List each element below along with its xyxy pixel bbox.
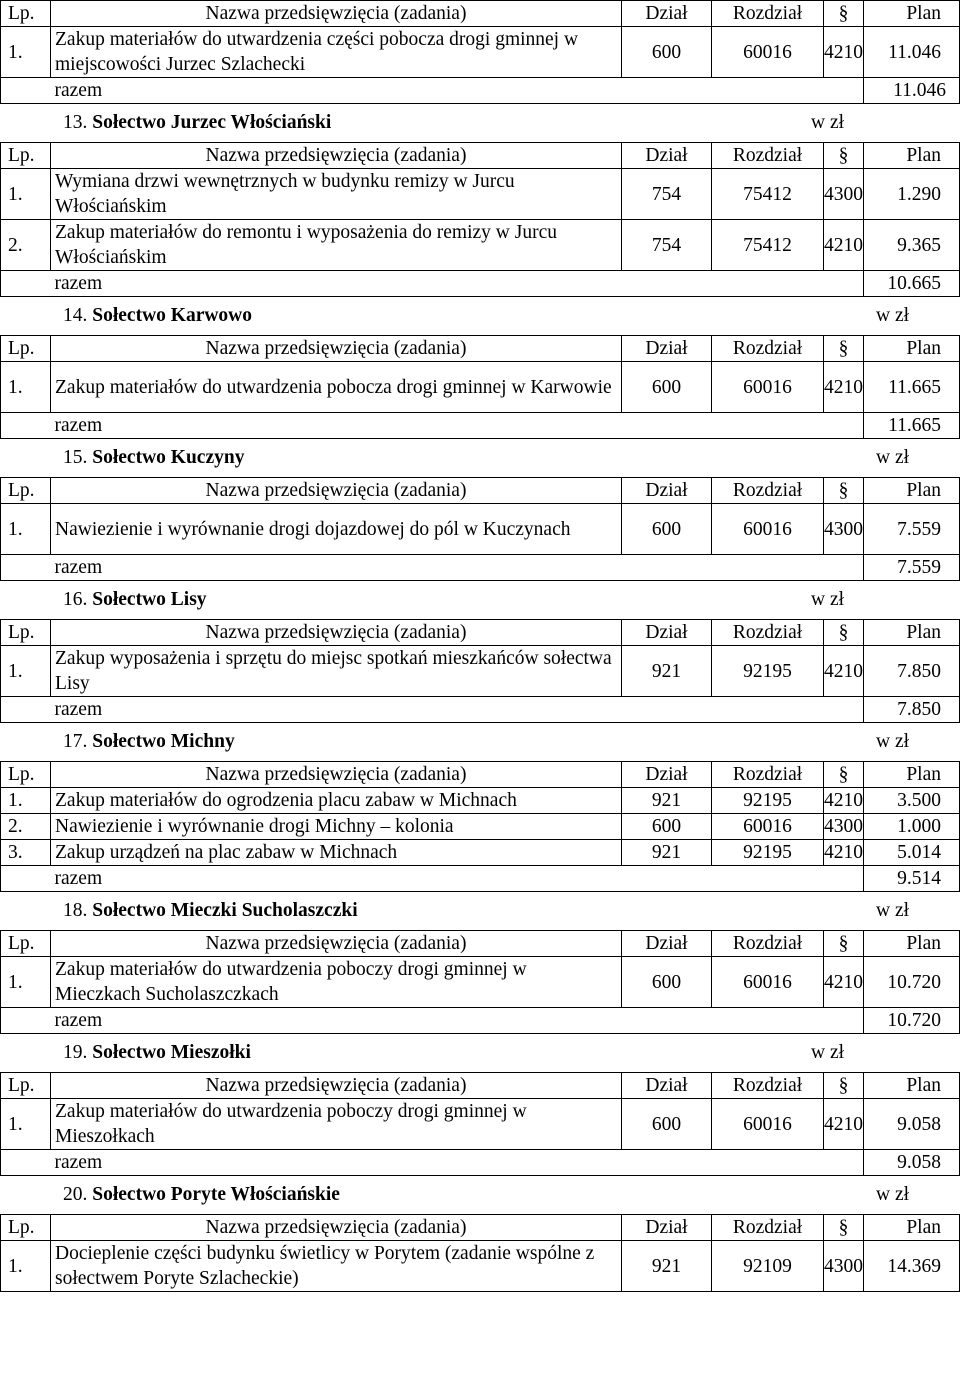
- row-rozdzial: 60016: [712, 957, 824, 1008]
- row-paragraph: 4210: [824, 1099, 864, 1150]
- row-dzial: 600: [622, 814, 712, 840]
- total-row: [1, 555, 960, 581]
- row-task-name: Zakup materiałów do utwardzenia części pobocza drogi gminnej w miejscowości Jurzec Szlachecki: [51, 27, 622, 78]
- row-lp: 1.: [1, 646, 51, 697]
- row-dzial: 921: [622, 788, 712, 814]
- row-paragraph: 4210: [824, 646, 864, 697]
- row-lp: 1.: [1, 362, 51, 413]
- header-dzial: Dział: [622, 478, 712, 504]
- row-rozdzial: 60016: [712, 362, 824, 413]
- task-table: [0, 0, 960, 104]
- header-lp: Lp.: [1, 1073, 51, 1099]
- header-rozdzial: Rozdział: [712, 478, 824, 504]
- row-dzial: 600: [622, 362, 712, 413]
- table-row: [1, 814, 960, 840]
- header-lp: Lp.: [1, 762, 51, 788]
- section-number: 13.: [63, 112, 88, 133]
- task-table: [0, 142, 960, 297]
- section-number: 20.: [63, 1184, 88, 1205]
- total-label: razem: [51, 1008, 864, 1034]
- header-lp: Lp.: [1, 336, 51, 362]
- row-plan: 14.369: [864, 1241, 960, 1292]
- header-paragraph: §: [824, 620, 864, 646]
- row-dzial: 600: [622, 504, 712, 555]
- currency-unit: w zł: [811, 1042, 845, 1063]
- header-dzial: Dział: [622, 143, 712, 169]
- section-title: Sołectwo Mieszołki: [92, 1042, 251, 1063]
- section-heading: [0, 1176, 960, 1214]
- header-name: Nazwa przedsięwzięcia (zadania): [51, 931, 622, 957]
- row-paragraph: 4210: [824, 957, 864, 1008]
- header-rozdzial: Rozdział: [712, 931, 824, 957]
- row-paragraph: 4300: [824, 504, 864, 555]
- row-plan: 3.500: [864, 788, 960, 814]
- currency-unit: w zł: [811, 112, 845, 133]
- row-lp: 3.: [1, 840, 51, 866]
- row-task-name: Zakup materiałów do remontu i wyposażenia do remizy w Jurcu Włościańskim: [51, 220, 622, 271]
- row-lp: 1.: [1, 957, 51, 1008]
- row-rozdzial: 92109: [712, 1241, 824, 1292]
- total-value: 9.058: [864, 1150, 960, 1176]
- header-lp: Lp.: [1, 1215, 51, 1241]
- task-table: [0, 335, 960, 439]
- header-lp: Lp.: [1, 620, 51, 646]
- row-dzial: 600: [622, 27, 712, 78]
- row-task-name: Nawiezienie i wyrównanie drogi dojazdowej do pól w Kuczynach: [51, 504, 622, 555]
- row-task-name: Wymiana drzwi wewnętrznych w budynku remizy w Jurcu Włościańskim: [51, 169, 622, 220]
- header-plan: Plan: [864, 762, 960, 788]
- row-lp: 1.: [1, 788, 51, 814]
- total-value: 10.665: [864, 271, 960, 297]
- section-number: 14.: [63, 305, 88, 326]
- header-name: Nazwa przedsięwzięcia (zadania): [51, 620, 622, 646]
- table-row: [1, 646, 960, 697]
- section-number: 16.: [63, 589, 88, 610]
- section-number: 15.: [63, 447, 88, 468]
- total-value: 9.514: [864, 866, 960, 892]
- header-lp: Lp.: [1, 478, 51, 504]
- header-name: Nazwa przedsięwzięcia (zadania): [51, 336, 622, 362]
- header-name: Nazwa przedsięwzięcia (zadania): [51, 143, 622, 169]
- header-rozdzial: Rozdział: [712, 1, 824, 27]
- header-name: Nazwa przedsięwzięcia (zadania): [51, 478, 622, 504]
- header-plan: Plan: [864, 1073, 960, 1099]
- header-dzial: Dział: [622, 1073, 712, 1099]
- task-table: [0, 1214, 960, 1292]
- currency-unit: w zł: [876, 731, 910, 752]
- header-rozdzial: Rozdział: [712, 336, 824, 362]
- row-task-name: Zakup materiałów do utwardzenia pobocza drogi gminnej w Karwowie: [51, 362, 622, 413]
- header-lp: Lp.: [1, 143, 51, 169]
- section-number: 19.: [63, 1042, 88, 1063]
- section-number: 18.: [63, 900, 88, 921]
- section-title: Sołectwo Mieczki Sucholaszczki: [92, 900, 358, 921]
- header-dzial: Dział: [622, 620, 712, 646]
- section-title: Sołectwo Kuczyny: [92, 447, 245, 468]
- header-name: Nazwa przedsięwzięcia (zadania): [51, 1073, 622, 1099]
- total-label: razem: [51, 78, 864, 104]
- row-rozdzial: 60016: [712, 504, 824, 555]
- header-name: Nazwa przedsięwzięcia (zadania): [51, 762, 622, 788]
- row-paragraph: 4210: [824, 362, 864, 413]
- header-dzial: Dział: [622, 336, 712, 362]
- table-row: [1, 1099, 960, 1150]
- row-task-name: Zakup materiałów do ogrodzenia placu zabaw w Michnach: [51, 788, 622, 814]
- section-heading: [0, 581, 960, 619]
- header-rozdzial: Rozdział: [712, 143, 824, 169]
- row-paragraph: 4210: [824, 788, 864, 814]
- total-row: [1, 271, 960, 297]
- header-lp: Lp.: [1, 931, 51, 957]
- row-plan: 1.000: [864, 814, 960, 840]
- row-task-name: Zakup wyposażenia i sprzętu do miejsc spotkań mieszkańców sołectwa Lisy: [51, 646, 622, 697]
- total-label: razem: [51, 697, 864, 723]
- row-lp: 1.: [1, 1241, 51, 1292]
- header-rozdzial: Rozdział: [712, 762, 824, 788]
- table-header-row: [1, 1073, 960, 1099]
- currency-unit: w zł: [876, 900, 910, 921]
- row-rozdzial: 60016: [712, 27, 824, 78]
- row-task-name: Zakup urządzeń na plac zabaw w Michnach: [51, 840, 622, 866]
- total-row: [1, 1150, 960, 1176]
- total-label: razem: [51, 413, 864, 439]
- table-header-row: [1, 1, 960, 27]
- row-lp: 2.: [1, 220, 51, 271]
- row-plan: 7.559: [864, 504, 960, 555]
- header-paragraph: §: [824, 143, 864, 169]
- header-dzial: Dział: [622, 1, 712, 27]
- section-number: 17.: [63, 731, 88, 752]
- row-plan: 5.014: [864, 840, 960, 866]
- table-row: [1, 1241, 960, 1292]
- task-table: [0, 1072, 960, 1176]
- section-heading: [0, 439, 960, 477]
- total-row: [1, 1008, 960, 1034]
- row-lp: 1.: [1, 169, 51, 220]
- total-label: razem: [51, 271, 864, 297]
- header-lp: Lp.: [1, 1, 51, 27]
- row-plan: 11.046: [864, 27, 960, 78]
- total-label: razem: [51, 1150, 864, 1176]
- task-table: [0, 477, 960, 581]
- row-rozdzial: 92195: [712, 788, 824, 814]
- total-label: razem: [51, 866, 864, 892]
- row-paragraph: 4300: [824, 814, 864, 840]
- row-paragraph: 4210: [824, 27, 864, 78]
- table-header-row: [1, 931, 960, 957]
- header-plan: Plan: [864, 1, 960, 27]
- row-dzial: 600: [622, 957, 712, 1008]
- table-row: [1, 840, 960, 866]
- row-lp: 1.: [1, 504, 51, 555]
- total-value: 11.665: [864, 413, 960, 439]
- task-table: [0, 619, 960, 723]
- row-lp: 1.: [1, 1099, 51, 1150]
- section-heading: [0, 104, 960, 142]
- header-paragraph: §: [824, 1, 864, 27]
- header-plan: Plan: [864, 478, 960, 504]
- table-row: [1, 27, 960, 78]
- row-paragraph: 4300: [824, 169, 864, 220]
- total-row: [1, 78, 960, 104]
- table-header-row: [1, 143, 960, 169]
- row-lp: 2.: [1, 814, 51, 840]
- row-rozdzial: 75412: [712, 220, 824, 271]
- row-plan: 9.365: [864, 220, 960, 271]
- section-heading: [0, 723, 960, 761]
- header-paragraph: §: [824, 762, 864, 788]
- row-dzial: 754: [622, 220, 712, 271]
- table-header-row: [1, 620, 960, 646]
- row-plan: 11.665: [864, 362, 960, 413]
- table-row: [1, 362, 960, 413]
- total-label: razem: [51, 555, 864, 581]
- header-dzial: Dział: [622, 931, 712, 957]
- header-paragraph: §: [824, 931, 864, 957]
- header-paragraph: §: [824, 1073, 864, 1099]
- section-heading: [0, 892, 960, 930]
- row-plan: 10.720: [864, 957, 960, 1008]
- currency-unit: w zł: [876, 447, 910, 468]
- table-row: [1, 788, 960, 814]
- row-task-name: Nawiezienie i wyrównanie drogi Michny – kolonia: [51, 814, 622, 840]
- row-paragraph: 4210: [824, 840, 864, 866]
- header-plan: Plan: [864, 336, 960, 362]
- section-heading: [0, 1034, 960, 1072]
- section-title: Sołectwo Michny: [92, 731, 235, 752]
- header-rozdzial: Rozdział: [712, 1073, 824, 1099]
- row-dzial: 921: [622, 1241, 712, 1292]
- row-plan: 7.850: [864, 646, 960, 697]
- header-paragraph: §: [824, 336, 864, 362]
- row-lp: 1.: [1, 27, 51, 78]
- row-plan: 9.058: [864, 1099, 960, 1150]
- total-value: 11.046: [864, 78, 960, 104]
- header-plan: Plan: [864, 931, 960, 957]
- row-task-name: Docieplenie części budynku świetlicy w Porytem (zadanie wspólne z sołectwem Poryte Szlacheckie): [51, 1241, 622, 1292]
- table-header-row: [1, 478, 960, 504]
- total-value: 7.559: [864, 555, 960, 581]
- row-rozdzial: 75412: [712, 169, 824, 220]
- total-value: 10.720: [864, 1008, 960, 1034]
- header-paragraph: §: [824, 1215, 864, 1241]
- header-name: Nazwa przedsięwzięcia (zadania): [51, 1215, 622, 1241]
- row-paragraph: 4300: [824, 1241, 864, 1292]
- table-row: [1, 504, 960, 555]
- header-plan: Plan: [864, 1215, 960, 1241]
- row-dzial: 754: [622, 169, 712, 220]
- section-title: Sołectwo Jurzec Włościański: [92, 112, 332, 133]
- currency-unit: w zł: [876, 305, 910, 326]
- section-heading: [0, 297, 960, 335]
- row-rozdzial: 92195: [712, 646, 824, 697]
- row-paragraph: 4210: [824, 220, 864, 271]
- header-name: Nazwa przedsięwzięcia (zadania): [51, 1, 622, 27]
- row-rozdzial: 60016: [712, 1099, 824, 1150]
- total-row: [1, 413, 960, 439]
- table-header-row: [1, 1215, 960, 1241]
- table-header-row: [1, 762, 960, 788]
- table-row: [1, 957, 960, 1008]
- row-rozdzial: 92195: [712, 840, 824, 866]
- task-table: [0, 930, 960, 1034]
- row-task-name: Zakup materiałów do utwardzenia poboczy drogi gminnej w Mieczkach Sucholaszczkach: [51, 957, 622, 1008]
- row-plan: 1.290: [864, 169, 960, 220]
- header-rozdzial: Rozdział: [712, 1215, 824, 1241]
- row-dzial: 600: [622, 1099, 712, 1150]
- header-paragraph: §: [824, 478, 864, 504]
- table-row: [1, 169, 960, 220]
- total-row: [1, 697, 960, 723]
- header-plan: Plan: [864, 143, 960, 169]
- row-task-name: Zakup materiałów do utwardzenia poboczy drogi gminnej w Mieszołkach: [51, 1099, 622, 1150]
- table-row: [1, 220, 960, 271]
- header-rozdzial: Rozdział: [712, 620, 824, 646]
- section-title: Sołectwo Karwowo: [92, 305, 253, 326]
- section-title: Sołectwo Lisy: [92, 589, 207, 610]
- row-rozdzial: 60016: [712, 814, 824, 840]
- currency-unit: w zł: [811, 589, 845, 610]
- currency-unit: w zł: [876, 1184, 910, 1205]
- section-title: Sołectwo Poryte Włościańskie: [92, 1184, 340, 1205]
- row-dzial: 921: [622, 840, 712, 866]
- header-dzial: Dział: [622, 1215, 712, 1241]
- row-dzial: 921: [622, 646, 712, 697]
- table-header-row: [1, 336, 960, 362]
- header-dzial: Dział: [622, 762, 712, 788]
- task-table: [0, 761, 960, 892]
- total-value: 7.850: [864, 697, 960, 723]
- header-plan: Plan: [864, 620, 960, 646]
- total-row: [1, 866, 960, 892]
